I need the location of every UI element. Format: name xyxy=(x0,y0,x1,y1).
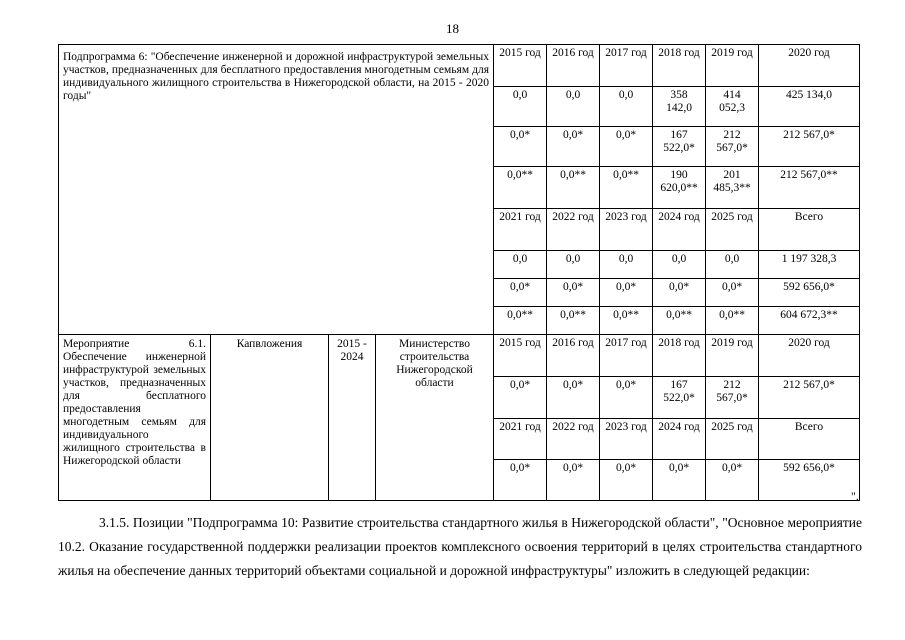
table-cell: 201 485,3** xyxy=(706,167,759,209)
year-header: 2020 год xyxy=(759,45,860,87)
table-cell: 0,0* xyxy=(547,127,600,167)
year-header: 2024 год xyxy=(653,419,706,460)
table-cell: 0,0 xyxy=(494,87,547,127)
year-header: 2016 год xyxy=(547,335,600,377)
measure-title: Мероприятие 6.1. Обеспечение инженерной инфраструктурой земельных участков, предназначенных для бесплатного предоставления многодетным семьям для индивидуального жилищного строительства в Нижегородской области xyxy=(59,335,211,501)
year-header: 2017 год xyxy=(600,335,653,377)
table-cell: 0,0 xyxy=(706,251,759,279)
paragraph-text: 3.1.5. Позиции "Подпрограмма 10: Развитие строительства стандартного жилья в Нижегородской области", "Основное мероприятие 10.2. Оказание государственной поддержки реализации проектов комплексного освоения территорий в целях строительства стандартного жилья на обеспечение данных территорий объектами социальной и дорожной инфраструктуры" изложить в следующей редакции: xyxy=(58,515,862,578)
table-cell: 0,0* xyxy=(547,377,600,419)
closing-quote: ". xyxy=(851,489,859,503)
table-cell: 212 567,0* xyxy=(706,127,759,167)
year-header: 2025 год xyxy=(706,209,759,251)
table-cell: 0,0 xyxy=(600,87,653,127)
measure-type: Капвложения xyxy=(211,335,329,501)
year-header: 2015 год xyxy=(494,45,547,87)
table-cell: 414 052,3 xyxy=(706,87,759,127)
year-header: 2021 год xyxy=(494,419,547,460)
table-cell: 0,0* xyxy=(494,377,547,419)
table-cell: 0,0* xyxy=(547,460,600,501)
table-cell: 0,0 xyxy=(494,251,547,279)
year-header: 2024 год xyxy=(653,209,706,251)
table-cell: 190 620,0** xyxy=(653,167,706,209)
table-cell: 0,0* xyxy=(600,279,653,307)
table-cell: 0,0* xyxy=(600,460,653,501)
table-cell: 425 134,0 xyxy=(759,87,860,127)
year-header: 2020 год xyxy=(759,335,860,377)
table-cell: 0,0* xyxy=(494,127,547,167)
body-paragraph xyxy=(58,511,862,583)
year-header: 2022 год xyxy=(547,419,600,460)
table-cell: 0,0* xyxy=(600,377,653,419)
table-cell: 0,0 xyxy=(547,87,600,127)
table-cell: 1 197 328,3 xyxy=(759,251,860,279)
measure-executor: Министерство строительства Нижегородской области xyxy=(376,335,494,501)
table-cell: 0,0** xyxy=(706,307,759,335)
year-header: 2015 год xyxy=(494,335,547,377)
table-cell: 0,0** xyxy=(494,307,547,335)
table-cell: 212 567,0* xyxy=(759,127,860,167)
page-number: 18 xyxy=(446,21,459,36)
year-header: 2025 год xyxy=(706,419,759,460)
year-header: 2018 год xyxy=(653,45,706,87)
table-cell: 0,0* xyxy=(653,279,706,307)
year-header: 2022 год xyxy=(547,209,600,251)
table-cell: 212 567,0* xyxy=(706,377,759,419)
table-cell: 0,0** xyxy=(494,167,547,209)
table-cell: 0,0** xyxy=(547,307,600,335)
table-cell: 0,0** xyxy=(600,307,653,335)
table-cell: 0,0* xyxy=(706,279,759,307)
subprogram-years-row-a xyxy=(59,45,860,87)
table-cell: 0,0* xyxy=(547,279,600,307)
table-cell: 0,0* xyxy=(653,460,706,501)
table-cell: 604 672,3** xyxy=(759,307,860,335)
table-cell: 0,0 xyxy=(653,251,706,279)
table-cell: 212 567,0** xyxy=(759,167,860,209)
table-cell: 0,0** xyxy=(600,167,653,209)
measure-years-row-a xyxy=(59,335,860,377)
table-cell: 0,0* xyxy=(494,279,547,307)
total-header: Всего xyxy=(759,419,860,460)
year-header: 2019 год xyxy=(706,45,759,87)
table-cell: 0,0 xyxy=(600,251,653,279)
year-header: 2019 год xyxy=(706,335,759,377)
subprogram-title: Подпрограмма 6: "Обеспечение инженерной и дорожной инфраструктурой земельных участков, предназначенных для бесплатного предоставления многодетным семьям для индивидуального жилищного строительства в Нижегородской области, на 2015 - 2020 годы" xyxy=(59,45,494,335)
table-cell: 167 522,0* xyxy=(653,127,706,167)
measure-period: 2015 - 2024 xyxy=(329,335,376,501)
total-header: Всего xyxy=(759,209,860,251)
budget-table xyxy=(58,44,860,501)
table-cell: 0,0 xyxy=(547,251,600,279)
table-cell: 592 656,0* xyxy=(759,460,860,501)
table-cell: 0,0** xyxy=(547,167,600,209)
year-header: 2016 год xyxy=(547,45,600,87)
table-cell: 0,0* xyxy=(600,127,653,167)
table-cell: 592 656,0* xyxy=(759,279,860,307)
table-cell: 0,0* xyxy=(706,460,759,501)
table-cell: 0,0* xyxy=(494,460,547,501)
table-cell: 358 142,0 xyxy=(653,87,706,127)
table-cell: 212 567,0* xyxy=(759,377,860,419)
table-cell: 0,0** xyxy=(653,307,706,335)
year-header: 2017 год xyxy=(600,45,653,87)
year-header: 2018 год xyxy=(653,335,706,377)
year-header: 2021 год xyxy=(494,209,547,251)
year-header: 2023 год xyxy=(600,419,653,460)
table-cell: 167 522,0* xyxy=(653,377,706,419)
year-header: 2023 год xyxy=(600,209,653,251)
